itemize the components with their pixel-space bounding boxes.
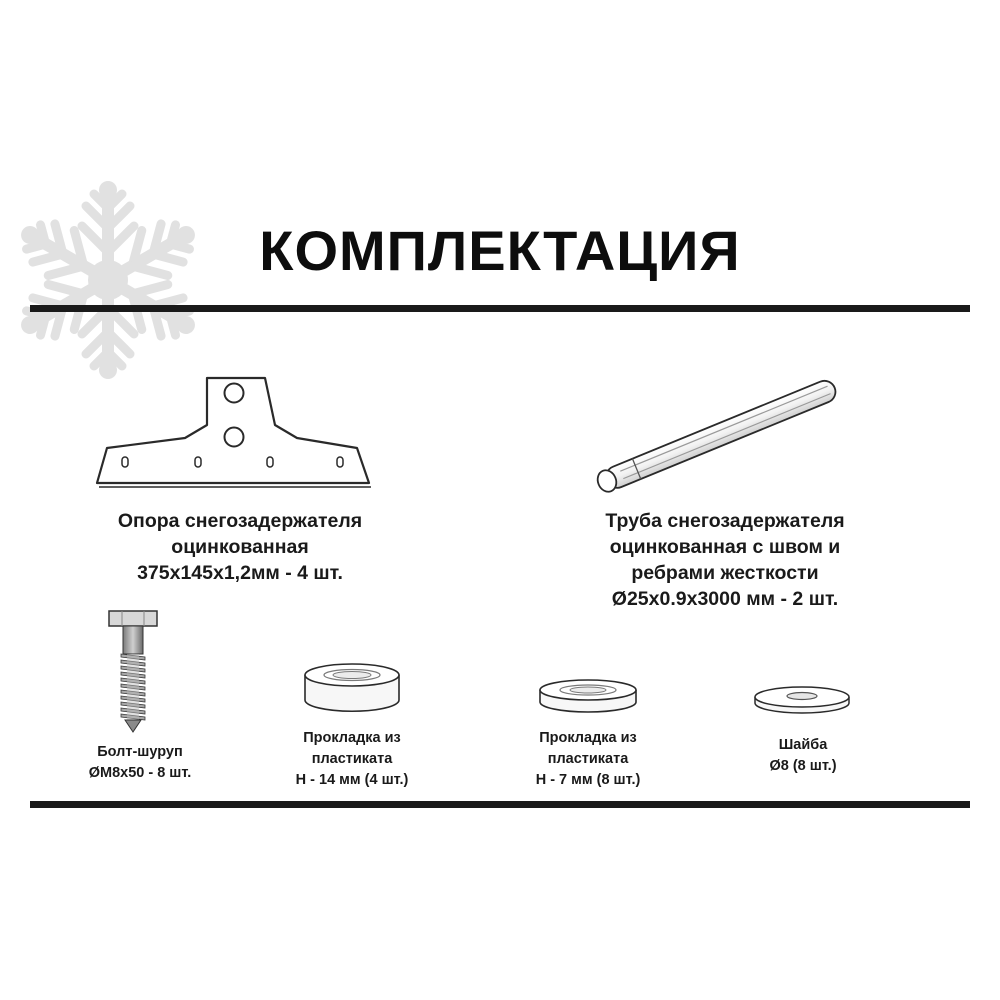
caption-line: оцинкованная с швом и [609,536,841,558]
caption-line: пластиката [311,751,393,767]
caption-line: оцинкованная [171,536,309,558]
page-title: КОМПЛЕКТАЦИЯ [259,219,741,282]
caption-washer [703,735,903,777]
caption-support-bracket [40,508,440,586]
bottom-divider [30,801,970,808]
caption-line: пластиката [547,751,629,767]
caption-line: ребрами жесткости [631,562,819,584]
spacer-7mm-icon [538,678,638,714]
caption-line: Шайба [778,737,828,753]
caption-line: H - 14 мм (4 шт.) [295,772,409,788]
caption-line: Труба снегозадержателя [605,510,845,532]
tube-icon [585,375,860,505]
caption-tube [525,508,925,612]
caption-line: Болт-шуруп [97,744,183,760]
caption-line: Ø25x0.9x3000 мм - 2 шт. [611,588,839,610]
caption-bolt-screw [40,742,240,784]
top-divider [30,305,970,312]
caption-line: Прокладка из [303,730,401,746]
caption-line: Опора снегозадержателя [117,510,363,532]
caption-spacer-7mm [488,728,688,791]
bolt-screw-icon [100,608,165,733]
support-bracket-icon [95,370,385,495]
caption-line: H - 7 мм (8 шт.) [535,772,641,788]
caption-spacer-14mm [252,728,452,791]
caption-line: Прокладка из [539,730,637,746]
spacer-14mm-icon [303,662,401,714]
caption-line: Ø8 (8 шт.) [769,758,837,774]
caption-line: 375x145x1,2мм - 4 шт. [137,562,343,584]
caption-line: ØM8x50 - 8 шт. [88,765,192,781]
washer-icon [753,686,851,716]
